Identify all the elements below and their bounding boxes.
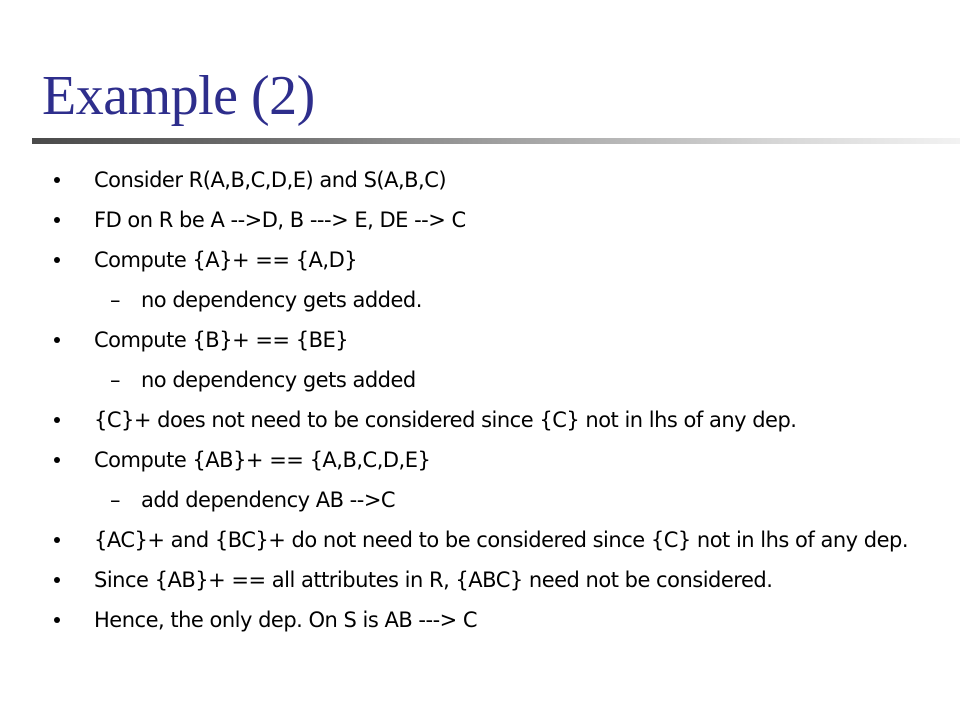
bullet-item <box>0 240 960 280</box>
bullet-text: Compute {A}+ == {A,D} <box>94 248 358 272</box>
bullet-text: {AC}+ and {BC}+ do not need to be considered since {C} not in lhs of any dep. <box>94 528 908 552</box>
sub-bullet-text: add dependency AB -->C <box>141 488 396 512</box>
bullet-item <box>0 520 960 560</box>
sub-bullet-item <box>0 360 960 400</box>
dash-marker-icon: – <box>110 368 120 392</box>
bullet-text: Hence, the only dep. On S is AB ---> C <box>94 608 478 632</box>
bullet-dot-icon <box>54 577 60 583</box>
sub-bullet-item <box>0 280 960 320</box>
sub-bullet-text: no dependency gets added <box>141 368 416 392</box>
bullet-text: Compute {AB}+ == {A,B,C,D,E} <box>94 448 431 472</box>
bullet-text: Compute {B}+ == {BE} <box>94 328 349 352</box>
bullet-item <box>0 600 960 640</box>
title-divider <box>32 138 960 144</box>
bullet-dot-icon <box>54 417 60 423</box>
bullet-item <box>0 400 960 440</box>
bullet-item <box>0 160 960 200</box>
bullet-dot-icon <box>54 257 60 263</box>
bullet-text: Consider R(A,B,C,D,E) and S(A,B,C) <box>94 168 447 192</box>
bullet-dot-icon <box>54 617 60 623</box>
dash-marker-icon: – <box>110 488 120 512</box>
sub-bullet-text: no dependency gets added. <box>141 288 422 312</box>
bullet-text: Since {AB}+ == all attributes in R, {ABC} need not be considered. <box>94 568 773 592</box>
sub-bullet-item <box>0 480 960 520</box>
bullet-text: {C}+ does not need to be considered since {C} not in lhs of any dep. <box>94 408 797 432</box>
bullet-dot-icon <box>54 337 60 343</box>
bullet-dot-icon <box>54 217 60 223</box>
dash-marker-icon: – <box>110 288 120 312</box>
bullet-item <box>0 200 960 240</box>
bullet-text: FD on R be A -->D, B ---> E, DE --> C <box>94 208 466 232</box>
bullet-dot-icon <box>54 177 60 183</box>
slide-title: Example (2) <box>42 65 315 127</box>
bullet-item <box>0 440 960 480</box>
bullet-item <box>0 560 960 600</box>
bullet-dot-icon <box>54 537 60 543</box>
bullet-item <box>0 320 960 360</box>
bullet-dot-icon <box>54 457 60 463</box>
bullet-list <box>0 160 960 640</box>
